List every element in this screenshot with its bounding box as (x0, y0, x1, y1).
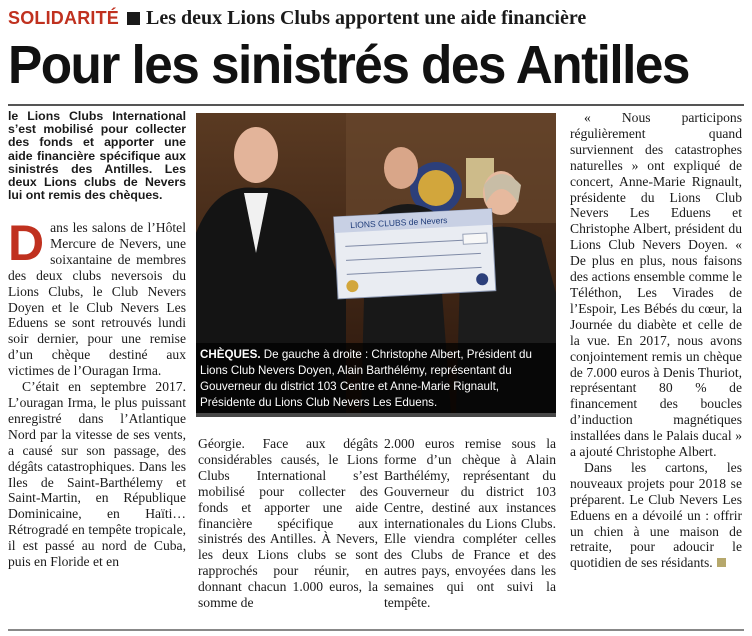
caption-text: De gauche à droite : Christophe Albert, Président du Lions Club Nevers Doyen, Alain Barthélémy, représentant du Gouverneur du district 103 Centre et Anne-Marie Rignault, Présidente du Lions Club Nevers Les Eduens. (200, 348, 532, 409)
paragraph-2: C’était en septembre 2017. L’ouragan Irma, le plus puissant enregistré dans l’Atlantique Nord par la vitesse de ses vents, a causé sur son passage, des dégâts catastrophiques. Dans les Iles de Saint-Barthélemy et Saint-Martin, en République Dominicaine, en Haïti… Rétrogradé en tempête tropicale, il est passé au nord de Cuba, puis en Floride et en (8, 379, 186, 570)
section-kicker (8, 4, 748, 32)
article-column-4 (570, 110, 742, 622)
paragraph-6 (570, 460, 742, 571)
person-left-head (234, 127, 278, 183)
person-middle-head (384, 147, 418, 189)
top-rule (8, 104, 744, 106)
article-column-2 (198, 436, 378, 622)
headline: Pour les sinistrés des Antilles (8, 35, 689, 95)
paragraph-5: « Nous participons régulièrement quand surviennent des catastrophes naturelles » ont expliqué de concert, Anne-Marie Rignault, présidente du Lions Club Nevers Les Eduens et Christophe Albert, président du Lions Club Nevers Doyen. « De plus en plus, nous faisons des actions ensemble comme le Téléthon, Les Virades de l’Espoir, Les Bébés du cœur, la Journée du diabète et celle de la vue. En 2017, nous avons conjointement remis un chèque de 7.000 euros à Denis Thuriot, représentant 80 % de financement des boucles d’induction magnétiques installées dans le Palais ducal » a ajouté Christophe Albert. (570, 110, 742, 460)
dropcap: D (8, 215, 45, 271)
paragraph-6-text: Dans les cartons, les nouveaux projets pour 2018 se préparent. Le Club Nevers Les Eduens en a dévoilé un : offrir un chien à une maison de retraite, pour adoucir le quotidien de ses résidants. (570, 459, 742, 571)
bottom-rule (8, 629, 744, 631)
cheque (334, 209, 496, 299)
cheque-text: LIONS CLUBS de Nevers (349, 215, 448, 231)
article-column-1 (8, 215, 186, 632)
paragraph-opening (8, 215, 186, 379)
paragraph-3: Géorgie. Face aux dégâts considérables causés, le Lions Clubs International s’est mobilisé pour collecter des fonds et apporter une aide financière spécifique aux sinistrés des Antilles. À Nevers, les deux Lions clubs se sont rapprochés pour réunir, en donnant chacun 1.000 euros, la somme de (198, 436, 378, 611)
paragraph-4: 2.000 euros remise sous la forme d’un chèque à Alain Barthélémy, représentant du Gouverneur du district 103 Centre, destiné aux instances internationales du Lions Clubs. Elle viendra compléter celles des Clubs de France et des autres pays, envoyées dans les semaines qui ont suivi la tempête. (384, 436, 556, 611)
caption-label: CHÈQUES. (200, 348, 261, 361)
separator-square (127, 12, 140, 25)
subtitle: Les deux Lions Clubs apportent une aide financière (146, 7, 587, 29)
article-column-3 (384, 436, 556, 622)
paragraph-1-text: ans les salons de l’Hôtel Mercure de Nevers, une soixantaine de membres des deux clubs neversois du Lions Clubs, le Club Nevers Doyen et le Club Nevers Les Eduens se sont retrouvés lundi soir dernier, pour une remise d’un chèque destiné aux victimes de l’Ouragan Irma. (8, 220, 186, 379)
end-mark (717, 558, 726, 567)
section-tag: SOLIDARITÉ (8, 8, 120, 28)
lede: le Lions Clubs International s’est mobilisé pour collecter des fonds et apporter une aide financière spécifique aux sinistrés des Antilles. Les deux Lions clubs de Nevers lui ont remis des chèques. (8, 109, 186, 203)
photo-caption (196, 343, 556, 417)
